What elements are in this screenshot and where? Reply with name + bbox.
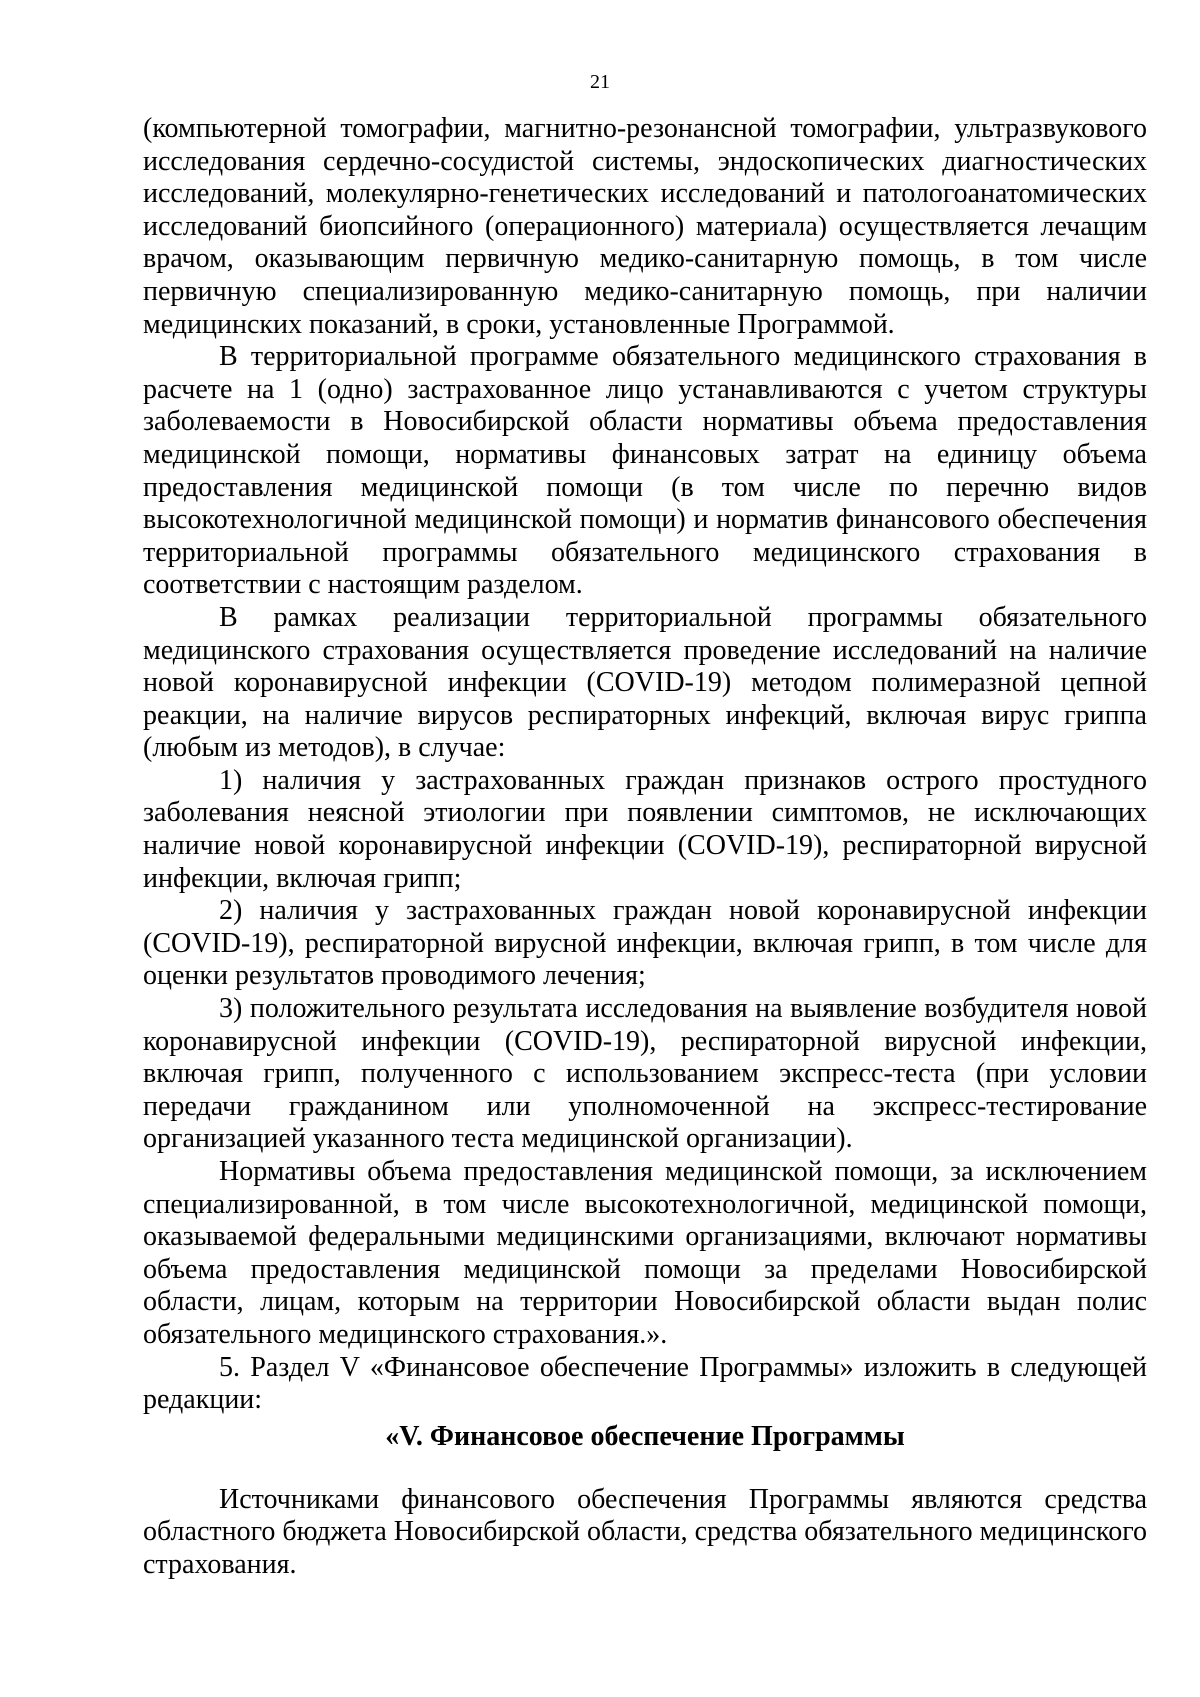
page-number: 21 xyxy=(590,71,610,93)
heading-spacer xyxy=(143,1454,1147,1484)
paragraph-covid-testing: В рамках реализации территориальной программы обязательного медицинского страхования осуществляется проведение исследований на наличие новой коронавирусной инфекции (COVID-19) методом полимеразной цепной реакции, на наличие вирусов респираторных инфекций, включая вирус гриппа (любым из методов), в случае: xyxy=(143,601,1147,764)
document-body xyxy=(143,113,1147,1582)
paragraph-section-amendment: 5. Раздел V «Финансовое обеспечение Программы» изложить в следующей редакции: xyxy=(143,1351,1147,1416)
paragraph-volume-standards: Нормативы объема предоставления медицинской помощи, за исключением специализированной, в том числе высокотехнологичной, медицинской помощи, оказываемой федеральными медицинскими организациями, включают нормативы объема предоставления медицинской помощи за пределами Новосибирской области, лицам, которым на территории Новосибирской области выдан полис обязательного медицинского страхования.». xyxy=(143,1156,1147,1350)
paragraph-diagnostics-continuation: (компьютерной томографии, магнитно-резонансной томографии, ультразвукового исследования сердечно-сосудистой системы, эндоскопических диагностических исследований, молекулярно-генетических исследований и патологоанатомических исследований биопсийного (операционного) материала) осуществляется лечащим врачом, оказывающим первичную медико-санитарную помощь, в том числе первичную специализированную медико-санитарную помощь, при наличии медицинских показаний, в сроки, установленные Программой. xyxy=(143,113,1147,340)
section-heading: «V. Финансовое обеспечение Программы xyxy=(385,1420,905,1452)
paragraph-funding-sources: Источниками финансового обеспечения Программы являются средства областного бюджета Новосибирской области, средства обязательного медицинского страхования. xyxy=(143,1483,1147,1580)
paragraph-territorial-program: В территориальной программе обязательного медицинского страхования в расчете на 1 (одно) застрахованное лицо устанавливаются с учетом структуры заболеваемости в Новосибирской области нормативы объема предоставления медицинской помощи, нормативы финансовых затрат на единицу объема предоставления медицинской помощи (в том числе по перечню видов высокотехнологичной медицинской помощи) и норматив финансового обеспечения территориальной программы обязательного медицинского страхования в соответствии с настоящим разделом. xyxy=(143,341,1147,601)
list-item-1: 1) наличия у застрахованных граждан признаков острого простудного заболевания неясной этиологии при появлении симптомов, не исключающих наличие новой коронавирусной инфекции (COVID-19), респираторной вирусной инфекции, включая грипп; xyxy=(143,764,1147,894)
list-item-3: 3) положительного результата исследования на выявление возбудителя новой коронавирусной инфекции (COVID-19), респираторной вирусной инфекции, включая грипп, полученного с использованием экспресс-теста (при условии передачи гражданином или уполномоченной на экспресс-тестирование организацией указанного теста медицинской организации). xyxy=(143,993,1147,1155)
list-item-2: 2) наличия у застрахованных граждан новой коронавирусной инфекции (COVID-19), респираторной вирусной инфекции, включая грипп, в том числе для оценки результатов проводимого лечения; xyxy=(143,895,1147,992)
